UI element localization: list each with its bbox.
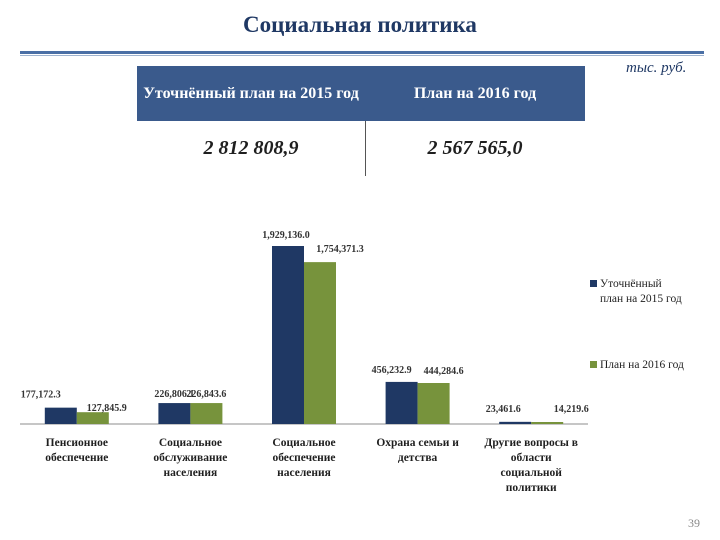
- unit-label: тыс. руб.: [626, 60, 687, 76]
- legend-swatch: [590, 280, 597, 287]
- category-label: политики: [505, 482, 557, 494]
- category-label: Социальное: [272, 437, 336, 449]
- bar-2016: [190, 403, 222, 424]
- category-label: населения: [163, 467, 218, 479]
- category-label: обслуживание: [153, 452, 228, 464]
- data-label: 14,219.6: [553, 404, 589, 415]
- summary-header-2016: План на 2016 год: [365, 66, 585, 121]
- data-label: 127,845.9: [86, 403, 127, 415]
- data-label: 177,172.3: [20, 389, 61, 401]
- category-label: Другие вопросы в: [484, 437, 578, 449]
- data-label: 23,461.6: [485, 403, 521, 415]
- legend-label: план на 2015 год: [600, 293, 682, 305]
- category-label: населения: [277, 467, 331, 479]
- summary-value-2016: 2 567 565,0: [427, 136, 523, 159]
- bar-2015: [45, 408, 77, 424]
- data-label: 1,929,136.0: [262, 230, 310, 241]
- legend-swatch: [590, 361, 597, 368]
- bar-2016: [304, 262, 336, 424]
- category-label: детства: [397, 452, 438, 464]
- bar-2015: [272, 246, 304, 424]
- category-label: Охрана семьи и: [376, 437, 459, 449]
- category-label: Социальное: [158, 437, 222, 449]
- category-label: обеспечение: [272, 452, 336, 464]
- bar-2015: [158, 403, 190, 424]
- category-label: обеспечение: [45, 452, 109, 464]
- bar-2015: [386, 382, 418, 424]
- page-title: Социальная политика: [243, 12, 477, 37]
- data-label: 456,232.9: [371, 364, 412, 376]
- category-label: области: [510, 452, 552, 464]
- data-label: 444,284.6: [423, 366, 464, 378]
- summary-value-2015: 2 812 808,9: [203, 136, 299, 159]
- category-label: социальной: [500, 467, 562, 479]
- data-label: 226,843.6: [186, 389, 227, 401]
- bar-2015: [499, 422, 531, 424]
- page-number: 39: [688, 516, 700, 530]
- legend-label: Уточнённый: [600, 278, 662, 290]
- data-label: 1,754,371.3: [316, 244, 364, 256]
- bar-2016: [418, 383, 450, 424]
- legend-label: План на 2016 год: [600, 359, 684, 371]
- summary-header-2015: Уточнённый план на 2015 год: [137, 66, 365, 121]
- category-label: Пенсионное: [45, 437, 108, 449]
- bar-2016: [531, 422, 563, 424]
- data-label: 226,806.1: [154, 389, 195, 401]
